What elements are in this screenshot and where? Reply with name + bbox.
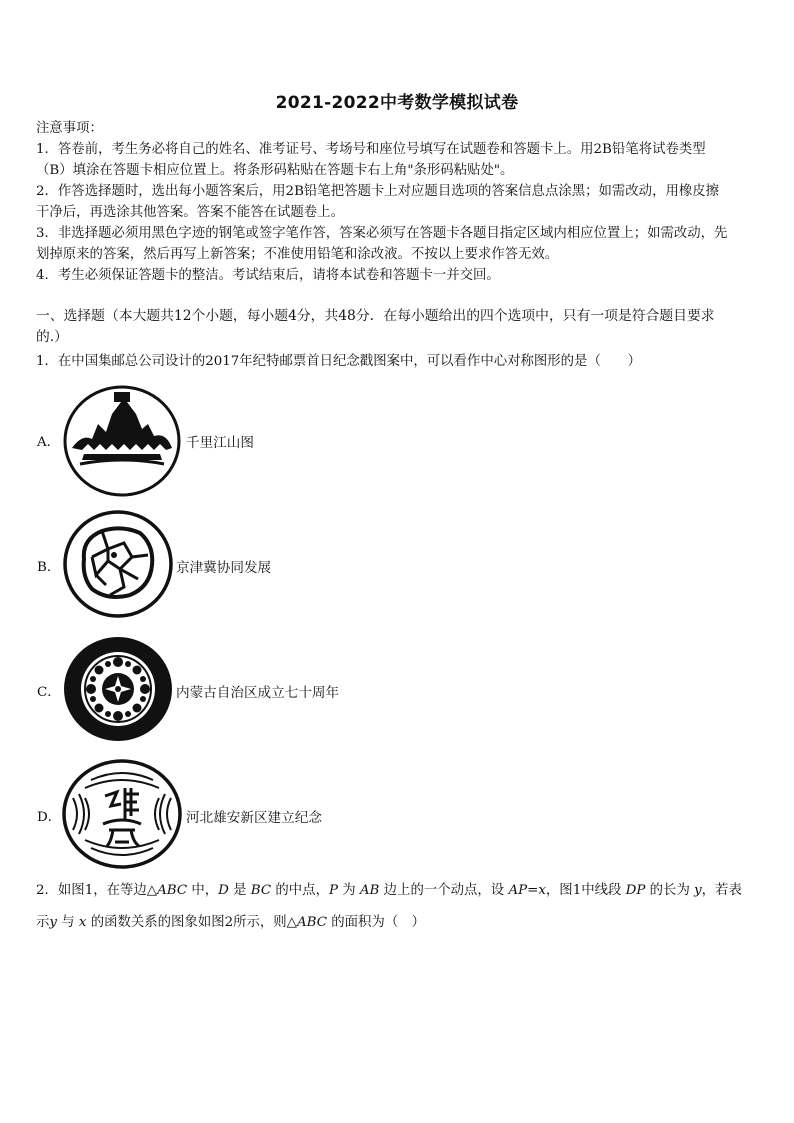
notice-heading: 注意事项： — [36, 121, 103, 136]
q2-text: 为 — [337, 883, 360, 898]
q2-text: 的函数关系的图象如图2所示，则△ — [86, 915, 297, 930]
notice-line-1: 1．答卷前，考生务必将自己的姓名、准考证号、考场号和座位号填写在试题卷和答题卡上。用2B铅笔将试卷类型 — [36, 142, 706, 157]
mountain-stamp-icon — [62, 384, 182, 498]
notice-line-2: （B）填涂在答题卡相应位置上。将条形码粘贴在答题卡右上角"条形码粘贴处"。 — [36, 163, 514, 178]
q2-text: 的中点， — [271, 883, 329, 898]
question-1-stem: 1．在中国集邮总公司设计的2017年纪特邮票首日纪念戳图案中，可以看作中心对称图形的是（ ） — [36, 354, 642, 369]
section-heading-line-2: 的.） — [36, 329, 68, 345]
q2-text: ，图1中线段 — [545, 883, 626, 898]
section-heading-line-1: 一、选择题（本大题共12个小题，每小题4分，共48分．在每小题给出的四个选项中，只有一项是符合题目要求 — [36, 308, 715, 324]
option-d-letter: D． — [37, 810, 62, 825]
q2-text: ，若表 — [701, 883, 742, 898]
page-title: 2021-2022中考数学模拟试卷 — [275, 93, 519, 113]
q2-var: AP — [508, 883, 528, 898]
option-c-text: 内蒙古自治区成立七十周年 — [176, 685, 340, 701]
q2-var: y — [49, 915, 57, 930]
notice-line-7: 4．考生必须保证答题卡的整洁。考试结束后，请将本试卷和答题卡一并交回。 — [36, 268, 500, 283]
question-2-line-2 — [36, 913, 425, 933]
q2-var: ABC — [296, 915, 327, 930]
q2-var: BC — [250, 883, 272, 898]
q2-text: = — [527, 883, 539, 898]
notice-line-4: 干净后，再选涂其他答案。答案不能答在试题卷上。 — [36, 205, 344, 220]
option-c-letter: C． — [37, 685, 61, 700]
q2-text: 的面积为（ ） — [327, 915, 425, 930]
notice-line-6: 划掉原来的答案，然后再写上新答案；不准使用铅笔和涂改液。不按以上要求作答无效。 — [36, 247, 559, 262]
option-a-letter: A． — [37, 435, 61, 450]
notice-line-3: 2．作答选择题时，选出每小题答案后，用2B铅笔把答题卡上对应题目选项的答案信息点涂黑；如需改动，用橡皮擦 — [36, 184, 720, 199]
q2-text: 边上的一个动点，设 — [379, 883, 509, 898]
option-b-letter: B． — [37, 560, 61, 575]
option-b-text: 京津冀协同发展 — [176, 560, 272, 576]
question-2-line-1 — [36, 881, 742, 901]
q2-var: ABC — [157, 883, 188, 898]
character-stamp-icon — [61, 758, 183, 870]
q2-text: 与 — [56, 915, 79, 930]
q2-var: DP — [625, 883, 646, 898]
q2-var: x — [538, 883, 546, 898]
map-stamp-icon — [62, 509, 174, 619]
q2-var: P — [328, 883, 338, 898]
q2-var: AB — [359, 883, 380, 898]
option-d-text: 河北雄安新区建立纪念 — [186, 810, 322, 826]
q2-text: 中， — [187, 883, 219, 898]
q2-var: x — [78, 915, 87, 930]
q2-var: D — [218, 883, 229, 898]
q2-text: 2．如图1，在等边△ — [36, 883, 158, 898]
flower-stamp-icon — [61, 634, 175, 744]
option-a-text: 千里江山图 — [186, 435, 254, 451]
q2-text: 是 — [228, 883, 251, 898]
q2-text: 的长为 — [645, 883, 695, 898]
q2-text: 示 — [36, 915, 50, 930]
notice-line-5: 3．非选择题必须用黑色字迹的钢笔或签字笔作答，答案必须写在答题卡各题目指定区域内相应位置上；如需改动，先 — [36, 226, 728, 241]
q2-var: y — [694, 883, 702, 898]
